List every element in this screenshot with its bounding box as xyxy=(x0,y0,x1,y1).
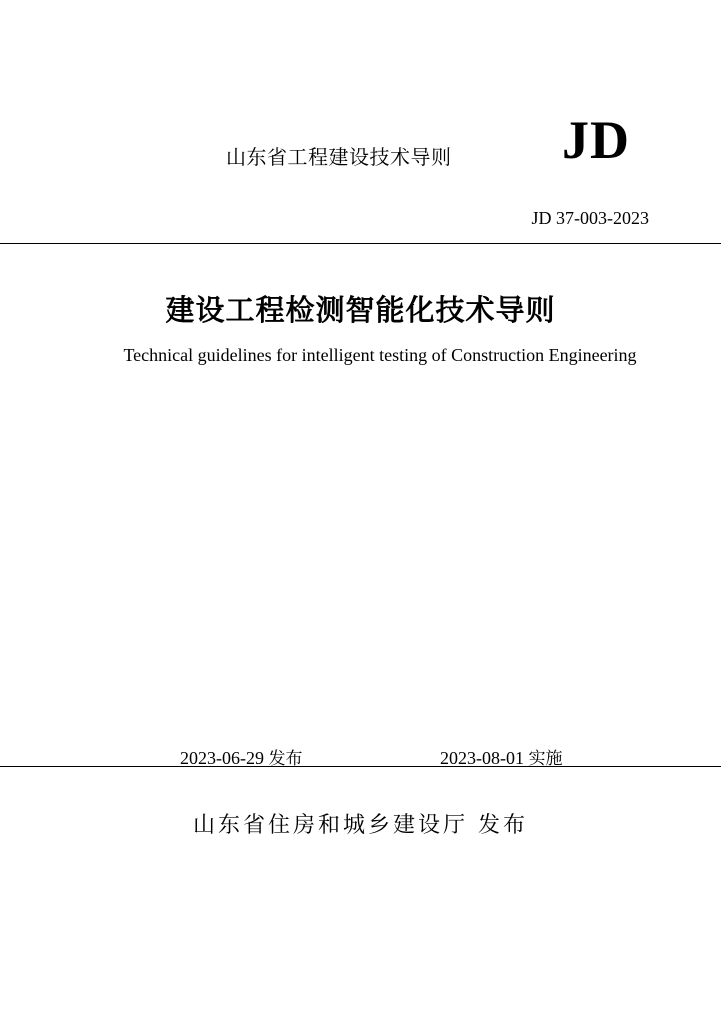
implementation-date-value: 2023-08-01 xyxy=(440,748,524,768)
series-title: 山东省工程建设技术导则 xyxy=(226,145,452,169)
implementation-date-label: 实施 xyxy=(528,749,563,769)
bottom-divider xyxy=(0,766,721,767)
standard-number: JD 37-003-2023 xyxy=(531,208,649,228)
issue-date-label: 发布 xyxy=(268,749,303,769)
english-title: Technical guidelines for intelligent testing of Construction Engineering xyxy=(123,345,637,365)
issue-date-value: 2023-06-29 xyxy=(180,748,264,768)
main-title: 建设工程检测智能化技术导则 xyxy=(165,293,556,327)
publisher: 山东省住房和城乡建设厅 发布 xyxy=(193,813,528,838)
jd-mark: JD xyxy=(562,110,630,170)
top-divider xyxy=(0,243,721,244)
